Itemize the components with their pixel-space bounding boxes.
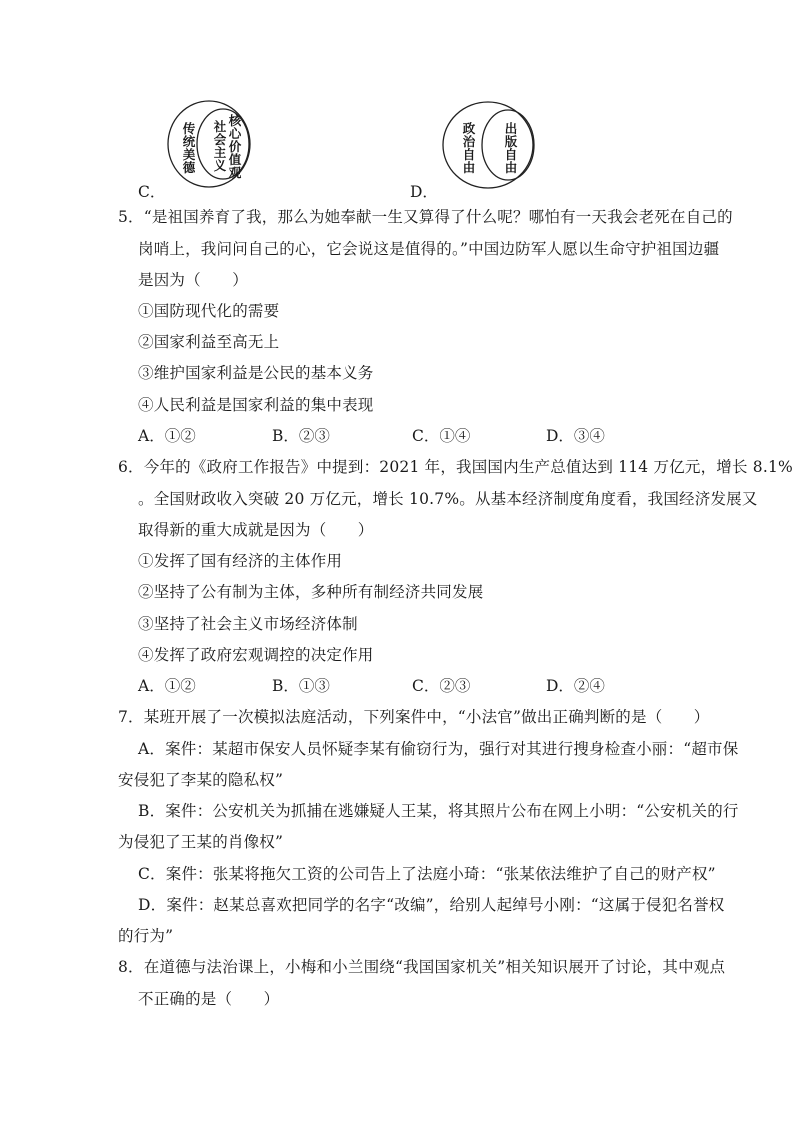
diagram-d-outer-label: 政治自由 xyxy=(462,121,476,175)
diagram-c-outer-label: 传统美德 xyxy=(182,121,196,175)
q7-choice-a-line-1: A．案件：某超市保安人员怀疑李某有偷窃行为，强行对其进行搜身检查小丽：“超市保 xyxy=(138,740,739,758)
q6-item-4: ④发挥了政府宏观调控的决定作用 xyxy=(138,646,374,664)
q5-option-a: A．①② xyxy=(138,427,196,445)
q7-stem-line-1: 7．某班开展了一次模拟法庭活动，下列案件中，“小法官”做出正确判断的是（ ） xyxy=(118,708,710,726)
diagram-d-label: D． xyxy=(410,183,438,201)
q5-item-1: ①国防现代化的需要 xyxy=(138,302,280,320)
q6-option-c: C．②③ xyxy=(412,677,471,695)
q5-option-d: D．③④ xyxy=(546,427,605,445)
q8-stem-line-1: 8．在道德与法治课上，小梅和小兰围绕“我国国家机关”相关知识展开了讨论，其中观点 xyxy=(118,958,726,976)
diagram-c xyxy=(165,100,255,195)
q6-option-d: D．②④ xyxy=(546,677,605,695)
diagram-c-label: C． xyxy=(138,183,166,201)
diagram-d-inner-label: 出版自由 xyxy=(504,121,518,175)
q5-option-b: B．②③ xyxy=(272,427,330,445)
q6-stem-line-1: 6．今年的《政府工作报告》中提到：2021 年，我国国内生产总值达到 114 万亿元，增长 8.1% xyxy=(118,458,793,476)
q6-item-1: ①发挥了国有经济的主体作用 xyxy=(138,552,343,570)
q5-stem-line-1: 5．“是祖国养育了我，那么为她奉献一生又算得了什么呢？哪怕有一天我会老死在自己的 xyxy=(118,208,733,226)
q8-stem-line-2: 不正确的是（ ） xyxy=(138,990,280,1008)
q6-stem-line-2: 。全国财政收入突破 20 万亿元，增长 10.7%。从基本经济制度角度看，我国经济发展又 xyxy=(138,490,758,508)
q7-choice-d-line-1: D．案件：赵某总喜欢把同学的名字“改编”，给别人起绰号小刚：“这属于侵犯名誉权 xyxy=(138,896,725,914)
q6-option-a: A．①② xyxy=(138,677,196,695)
q5-item-4: ④人民利益是国家利益的集中表现 xyxy=(138,396,374,414)
q6-item-2: ②坚持了公有制为主体，多种所有制经济共同发展 xyxy=(138,583,484,601)
q5-item-3: ③维护国家利益是公民的基本义务 xyxy=(138,364,374,382)
q7-choice-b-line-2: 为侵犯了王某的肖像权” xyxy=(118,833,284,851)
q5-stem-line-3: 是因为（ ） xyxy=(138,271,248,289)
q5-item-2: ②国家利益至高无上 xyxy=(138,333,280,351)
diagram-d-circles xyxy=(438,100,538,195)
q6-option-b: B．①③ xyxy=(272,677,330,695)
diagram-c-inner-label-2: 社会主义 xyxy=(213,119,227,173)
q5-option-c: C．①④ xyxy=(412,427,471,445)
q6-stem-line-3: 取得新的重大成就是因为（ ） xyxy=(138,521,374,539)
q5-stem-line-2: 岗哨上，我问问自己的心，它会说这是值得的。”中国边防军人愿以生命守护祖国边疆 xyxy=(138,240,720,258)
diagram-c-inner-label-1: 核心价值观 xyxy=(228,113,242,180)
q7-choice-a-line-2: 安侵犯了李某的隐私权” xyxy=(118,771,284,789)
q7-choice-b-line-1: B．案件：公安机关为抓捕在逃嫌疑人王某，将其照片公布在网上小明：“公安机关的行 xyxy=(138,802,739,820)
q7-choice-c-line-1: C．案件：张某将拖欠工资的公司告上了法庭小琦：“张某依法维护了自己的财产权” xyxy=(138,865,716,883)
q7-choice-d-line-2: 的行为” xyxy=(118,927,174,945)
diagram-d xyxy=(438,100,538,195)
q6-item-3: ③坚持了社会主义市场经济体制 xyxy=(138,615,358,633)
